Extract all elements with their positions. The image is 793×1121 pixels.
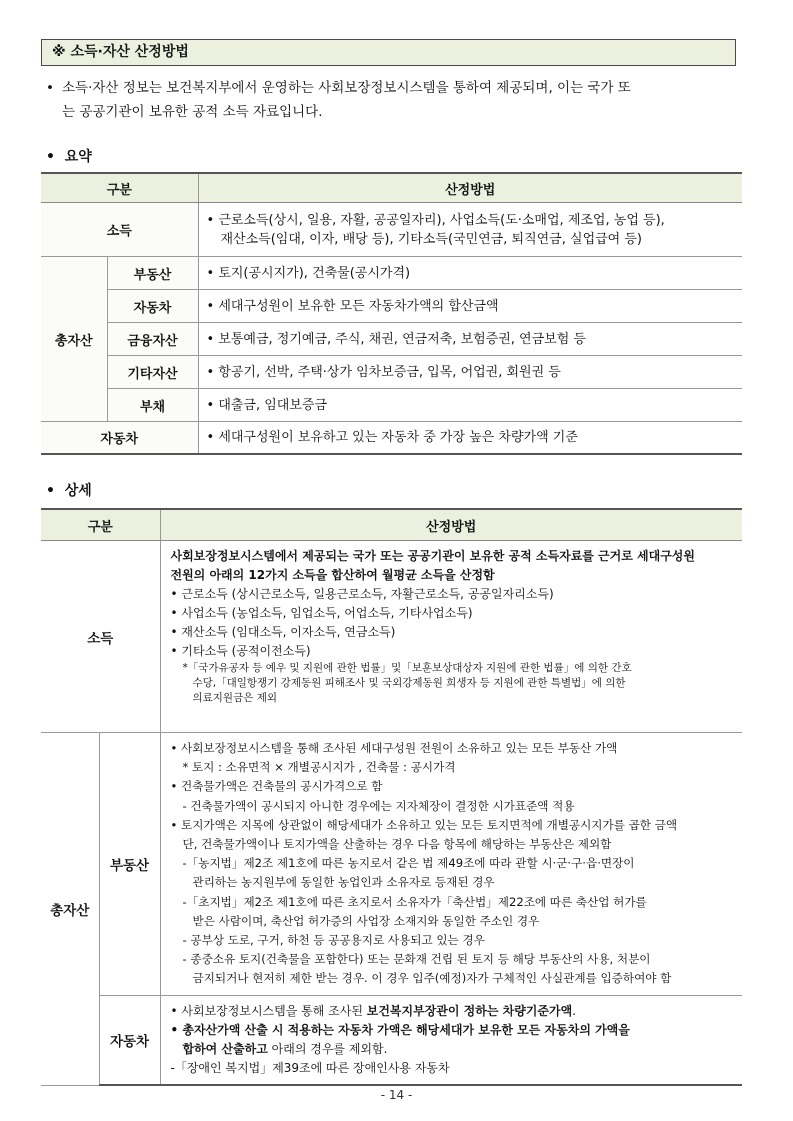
summary-row-asset (41, 323, 742, 356)
summary-row-income (41, 203, 742, 257)
summary-asset-label: 부채 (107, 389, 198, 422)
car-line-2-text: 총자산가액 산출 시 적용하는 자동차 가액은 해당세대가 보유한 모든 자동차의 가액을 (182, 1023, 630, 1037)
summary-asset-desc: • 대출금, 임대보증금 (198, 389, 742, 422)
car-line-3b: 아래의 경우를 제외함. (267, 1042, 388, 1056)
re-line: • 사회보장정보시스템을 통해 조사된 세대구성원 전원이 소유하고 있는 모든 부동산 가액 (170, 741, 618, 755)
car-line-3a: 합하여 산출하고 (182, 1042, 268, 1056)
detail-header-category: 구분 (41, 509, 160, 541)
summary-row-asset (41, 290, 742, 323)
summary-asset-desc-text: 세대구성원이 보유한 모든 자동차가액의 합산금액 (218, 298, 499, 314)
summary-car-desc: • 세대구성원이 보유하고 있는 자동차 중 가장 높은 차량가액 기준 (198, 422, 742, 454)
detail-car-label: 자동차 (99, 996, 160, 1086)
re-line: • 건축물가액은 건축물의 공시가격으로 함 (170, 779, 383, 794)
re-line: * 토지 : 소유면적 × 개별공시지가 , 건축물 : 공시가격 (182, 760, 456, 775)
detail-income-item: • 사업소득 (농업소득, 임업소득, 어업소득, 기타사업소득) (170, 606, 473, 620)
re-line: 금지되거나 현저히 제한 받는 경우. 이 경우 입주(예정)자가 구체적인 사실관계를 입증하여야 함 (192, 971, 672, 986)
re-line: 받은 사람이며, 축산업 허가증의 사업장 소재지와 동일한 주소인 경우 (192, 913, 540, 928)
summary-asset-desc: • 토지(공시지가), 건축물(공시가격) (198, 257, 742, 290)
detail-total-assets-label: 총자산 (41, 733, 99, 1086)
car-line-1: • 사회보장정보시스템을 통해 조사된 보건복지부장관이 정하는 차량기준가액. (170, 1004, 576, 1018)
intro-paragraph: • 소득·자산 정보는 보건복지부에서 운영하는 사회보장정보시스템을 통하여 제공되며, 이는 국가 또 는 공공기관이 보유한 공적 소득 자료입니다. (46, 76, 758, 124)
detail-income-item: • 근로소득 (상시근로소득, 일용근로소득, 자활근로소득, 공공일자리소득) (170, 587, 554, 601)
detail-income-note-1: *「국가유공자 등 예우 및 지원에 관한 법률」및「보훈보상대상자 지원에 관한 법률」에 의한 간호 (182, 662, 632, 674)
summary-asset-desc-text: 항공기, 선박, 주택·상가 임차보증금, 입목, 어업권, 회원권 등 (218, 364, 561, 380)
detail-table (41, 508, 742, 1086)
summary-asset-label: 기타자산 (107, 356, 198, 389)
car-line-2: • 총자산가액 산출 시 적용하는 자동차 가액은 해당세대가 보유한 모든 자동차의 가액을 (170, 1023, 630, 1037)
detail-income-note-3: 의료지원금은 제외 (192, 692, 277, 704)
detail-income-item-text: 재산소득 (임대소득, 이자소득, 연금소득) (181, 625, 396, 639)
detail-income-item-text: 근로소득 (상시근로소득, 일용근로소득, 자활근로소득, 공공일자리소득) (181, 587, 554, 601)
detail-income-label: 소득 (41, 541, 160, 733)
detail-income-item-text: 사업소득 (농업소득, 임업소득, 어업소득, 기타사업소득) (181, 606, 473, 620)
detail-real-estate-desc (160, 733, 742, 996)
re-line: - 건축물가액이 공시되지 아니한 경우에는 지자체장이 결정한 시가표준액 적용 (182, 798, 575, 813)
re-line-text: 토지가액은 지목에 상관없이 해당세대가 소유하고 있는 모든 토지면적에 개별공시지가를 곱한 금액 (181, 817, 678, 832)
re-line-text: 건축물가액은 건축물의 공시가격으로 함 (181, 779, 383, 794)
summary-row-car (41, 422, 742, 454)
car-line-4: -「장애인 복지법」제39조에 따른 장애인사용 자동차 (170, 1061, 450, 1075)
re-line-text: 사회보장정보시스템을 통해 조사된 세대구성원 전원이 소유하고 있는 모든 부동산 가액 (181, 741, 618, 755)
summary-income-desc: • 근로소득(상시, 일용, 자활, 공공일자리), 사업소득(도·소매업, 제조업, 농업 등), 재산소득(임대, 이자, 배당 등), 기타소득(국민연금, 퇴직연금, 실업급여 등) (198, 203, 742, 257)
re-line: -「농지법」제2조 제1호에 따른 농지로서 같은 법 제49조에 따라 관할 시·군·구·읍·면장이 (182, 856, 635, 871)
section-title: ※ 소득·자산 산정방법 (52, 44, 189, 60)
detail-income-note-2: 수당,「대일항쟁기 강제동원 피해조사 및 국외강제동원 희생자 등 지원에 관한 특별법」에 의한 (192, 677, 626, 689)
detail-income-desc (160, 541, 742, 733)
summary-row-asset (41, 257, 742, 290)
detail-car-desc (160, 996, 742, 1086)
detail-income-item-text: 기타소득 (공적이전소득) (181, 644, 311, 658)
summary-total-assets-label: 총자산 (41, 257, 107, 422)
summary-row-asset (41, 356, 742, 389)
section-header (41, 39, 736, 66)
summary-header-method: 산정방법 (198, 173, 742, 203)
re-line: 관리하는 농지원부에 동일한 농업인과 소유자로 등재된 경우 (192, 875, 495, 890)
summary-income-label: 소득 (41, 203, 198, 257)
summary-title-text: 요약 (64, 149, 92, 165)
summary-car-desc-text: 세대구성원이 보유하고 있는 자동차 중 가장 높은 차량가액 기준 (218, 429, 578, 445)
summary-title: • 요약 (46, 149, 92, 165)
re-line: - 공부상 도로, 구거, 하천 등 공공용지로 사용되고 있는 경우 (182, 933, 485, 948)
summary-table (41, 172, 742, 455)
summary-asset-desc-text: 보통예금, 정기예금, 주식, 채권, 연금저축, 보험증권, 연금보험 등 (218, 331, 586, 347)
summary-header-category: 구분 (41, 173, 198, 203)
detail-header-row (41, 509, 742, 541)
summary-asset-label: 자동차 (107, 290, 198, 323)
car-line-1b: 보건복지부장관이 정하는 차량기준가액 (366, 1004, 573, 1018)
summary-income-line-2: 재산소득(임대, 이자, 배당 등), 기타소득(국민연금, 퇴직연금, 실업급여 등) (220, 231, 642, 247)
summary-asset-desc: • 항공기, 선박, 주택·상가 임차보증금, 입목, 어업권, 회원권 등 (198, 356, 742, 389)
intro-line-1: 소득·자산 정보는 보건복지부에서 운영하는 사회보장정보시스템을 통하여 제공되며, 이는 국가 또 (62, 80, 631, 96)
re-line: -「초지법」제2조 제1호에 따른 초지로서 소유자가「축산법」제22조에 따른 축산업 허가를 (182, 894, 647, 909)
summary-header-row (41, 173, 742, 203)
car-line-1a: 사회보장정보시스템을 통해 조사된 (181, 1004, 367, 1018)
summary-row-asset (41, 389, 742, 422)
summary-asset-desc-text: 토지(공시지가), 건축물(공시가격) (218, 265, 411, 281)
car-line-3 (171, 1040, 735, 1059)
summary-asset-label: 금융자산 (107, 323, 198, 356)
detail-row-car (41, 996, 742, 1086)
summary-asset-label: 부동산 (107, 257, 198, 290)
detail-income-item: • 기타소득 (공적이전소득) (170, 644, 311, 658)
re-line: 단, 건축물가액이나 토지가액을 산출하는 경우 다음 항목에 해당하는 부동산은 제외함 (182, 837, 612, 852)
detail-income-item: • 재산소득 (임대소득, 이자소득, 연금소득) (170, 625, 396, 639)
summary-asset-desc: • 보통예금, 정기예금, 주식, 채권, 연금저축, 보험증권, 연금보험 등 (198, 323, 742, 356)
detail-title: • 상세 (46, 483, 92, 499)
intro-line-2: 는 공공기관이 보유한 공적 소득 자료입니다. (62, 104, 323, 120)
summary-asset-desc-text: 대출금, 임대보증금 (218, 397, 328, 413)
summary-income-line-1: 근로소득(상시, 일용, 자활, 공공일자리), 사업소득(도·소매업, 제조업, 농업 등), (218, 212, 665, 228)
page-number: - 14 - (380, 1088, 413, 1102)
re-line: • 토지가액은 지목에 상관없이 해당세대가 소유하고 있는 모든 토지면적에 개별공시지가를 곱한 금액 (170, 817, 678, 832)
summary-asset-desc: • 세대구성원이 보유한 모든 자동차가액의 합산금액 (198, 290, 742, 323)
summary-car-label: 자동차 (41, 422, 198, 454)
detail-income-intro-2: 전원의 아래의 12가지 소득을 합산하여 월평균 소득을 산정함 (170, 568, 495, 582)
detail-title-text: 상세 (64, 483, 92, 499)
detail-row-income (41, 541, 742, 733)
detail-income-intro-1: 사회보장정보시스템에서 제공되는 국가 또는 공공기관이 보유한 공적 소득자료를 근거로 세대구성원 (170, 549, 695, 563)
detail-real-estate-label: 부동산 (99, 733, 160, 996)
re-line: - 종중소유 토지(건축물을 포함한다) 또는 문화재 건립 된 토지 등 해당 부동산의 사용, 처분이 (182, 952, 651, 967)
detail-header-method: 산정방법 (160, 509, 742, 541)
detail-row-real-estate (41, 733, 742, 996)
car-line-1c: . (572, 1004, 576, 1018)
